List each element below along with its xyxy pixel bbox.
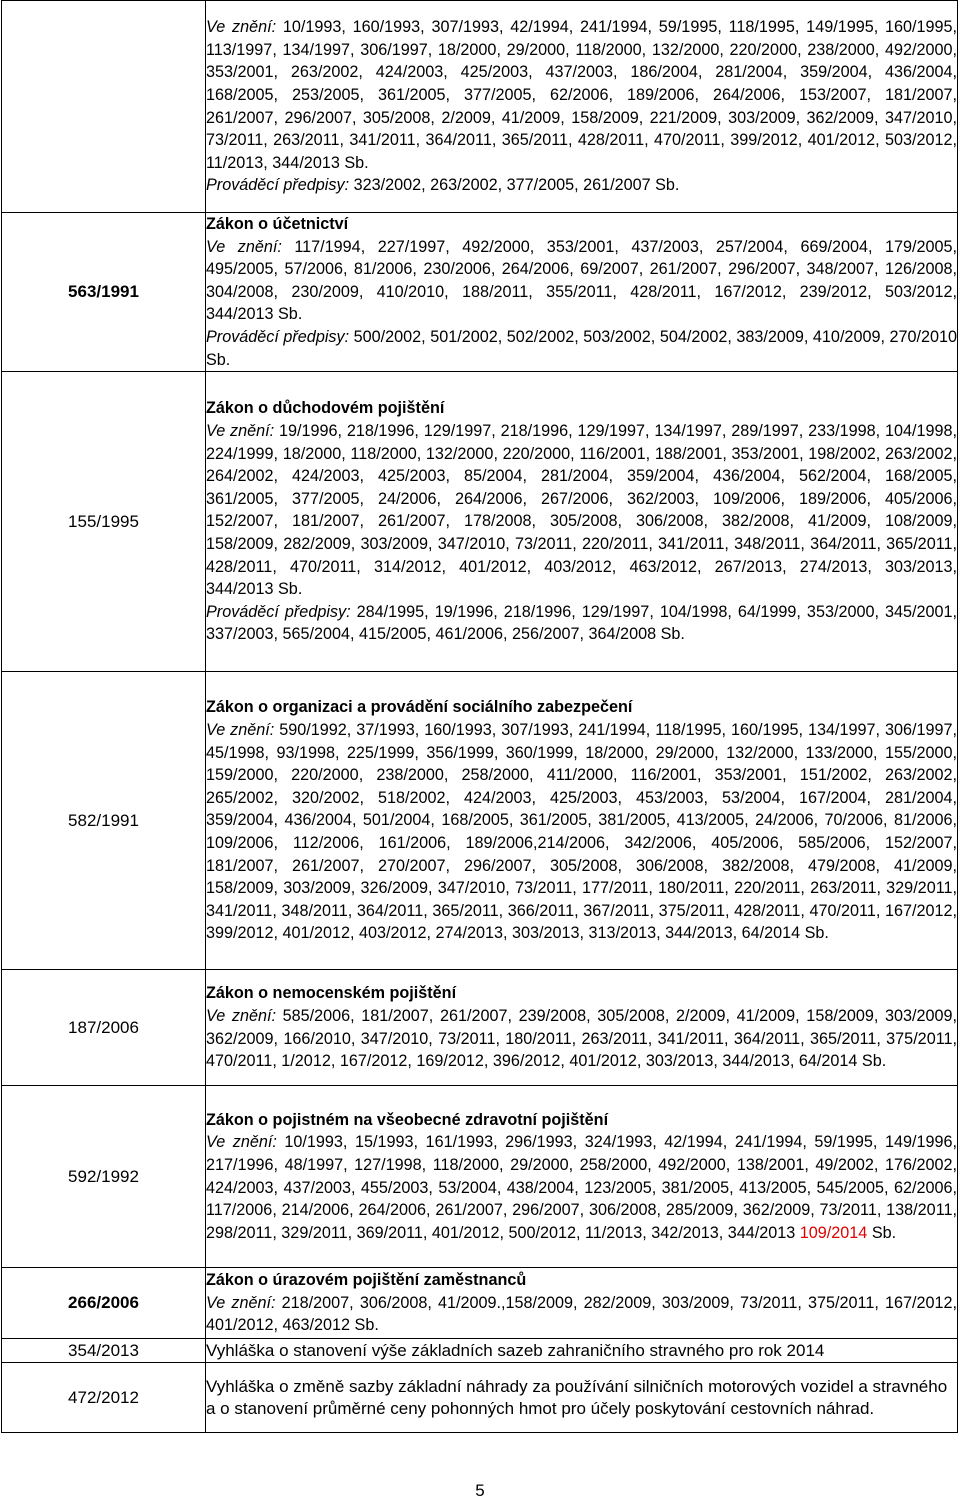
implementing-regulations-list: 500/2002, 501/2002, 502/2002, 503/2002, 504/2002, 383/2009, 410/2009, 270/2010 Sb. xyxy=(206,327,957,369)
amendments-paragraph xyxy=(206,1292,957,1337)
implementing-regulations-list: 284/1995, 19/1996, 218/1996, 129/1997, 104/1998, 64/1999, 353/2000, 345/2001, 337/2003, 565/2004, 415/2005, 461/2006, 256/2007, 364/2008 Sb. xyxy=(206,602,957,644)
implementing-regulations-label: Prováděcí předpisy: xyxy=(206,602,351,621)
implementing-regulations-paragraph xyxy=(206,601,957,646)
law-title: Zákon o organizaci a provádění sociálního zabezpečení xyxy=(206,698,633,717)
law-title: Zákon o nemocenském pojištění xyxy=(206,984,457,1003)
amendments-list: 19/1996, 218/1996, 129/1997, 218/1996, 129/1997, 134/1997, 289/1997, 233/1998, 104/1998, 224/1999, 18/2000, 118/2000, 132/2000, 220/2000, 116/2001, 188/2001, 353/2001, 198/2002, 263/2002, 264/2002, 424/2003, 425/2003, 85/2004, 281/2004, 359/2004, 436/2004, 562/2004, 168/2005, 361/2005, 377/2005, 24/2006, 264/2006, 267/2006, 362/2003, 109/2006, 189/2006, 405/2006, 152/2007, 181/2007, 261/2007, 178/2008, 305/2008, 306/2008, 382/2008, 41/2009, 108/2009, 158/2009, 282/2009, 303/2009, 347/2010, 73/2011, 220/2011, 341/2011, 348/2011, 364/2011, 365/2011, 428/2011, 470/2011, 314/2012, 401/2012, 403/2012, 463/2012, 267/2013, 274/2013, 303/2013, 344/2013 Sb. xyxy=(206,421,957,599)
legislation-table xyxy=(1,0,958,1433)
law-number: 266/2006 xyxy=(2,1268,206,1339)
law-details xyxy=(206,1268,958,1339)
amendments-paragraph xyxy=(206,1005,957,1073)
law-details xyxy=(206,672,958,970)
table-row xyxy=(2,1,958,213)
table-row xyxy=(2,372,958,672)
amendments-label: Ve znění: xyxy=(206,1293,276,1312)
law-title: Zákon o úrazovém pojištění zaměstnanců xyxy=(206,1271,527,1290)
law-number: 354/2013 xyxy=(2,1339,206,1363)
page-number: 5 xyxy=(475,1481,485,1500)
table-row xyxy=(2,1268,958,1339)
implementing-regulations-paragraph xyxy=(206,326,957,371)
amendments-list: 10/1993, 160/1993, 307/1993, 42/1994, 241/1994, 59/1995, 118/1995, 149/1995, 160/1995, 113/1997, 134/1997, 306/1997, 18/2000, 29/2000, 118/2000, 132/2000, 220/2000, 238/2000, 492/2000, 353/2001, 263/2002, 424/2003, 425/2003, 437/2003, 186/2004, 281/2004, 359/2004, 436/2004, 168/2005, 253/2005, 361/2005, 377/2005, 62/2006, 189/2006, 264/2006, 153/2007, 181/2007, 261/2007, 296/2007, 305/2008, 2/2009, 41/2009, 158/2009, 221/2009, 303/2009, 362/2009, 347/2010, 73/2011, 263/2011, 341/2011, 364/2011, 365/2011, 428/2011, 470/2011, 399/2012, 401/2012, 503/2012, 11/2013, 344/2013 Sb. xyxy=(206,18,957,172)
law-number: 582/1991 xyxy=(2,672,206,970)
amendments-label: Ve znění: xyxy=(206,421,275,440)
law-number: 563/1991 xyxy=(2,213,206,372)
law-number xyxy=(2,1,206,213)
regulation-title: Vyhláška o změně sazby základní náhrady za používání silničních motorových vozidel a stravného a o stanovení průměrné ceny pohonných hmot pro účely poskytování cestovních náhrad. xyxy=(206,1363,958,1433)
implementing-regulations-label: Prováděcí předpisy: xyxy=(206,176,350,195)
amendments-list: 590/1992, 37/1993, 160/1993, 307/1993, 241/1994, 118/1995, 160/1995, 134/1997, 306/1997, 45/1998, 93/1998, 225/1999, 356/1999, 360/1999, 18/2000, 29/2000, 132/2000, 133/2000, 155/2000, 159/2000, 220/2000, 238/2000, 258/2000, 411/2000, 116/2001, 353/2001, 151/2002, 263/2002, 265/2002, 320/2002, 518/2002, 424/2003, 425/2003, 453/2003, 53/2004, 167/2004, 281/2004, 359/2004, 436/2004, 501/2004, 168/2005, 361/2005, 381/2005, 413/2005, 24/2006, 70/2006, 81/2006, 109/2006, 112/2006, 161/2006, 189/2006,214/2006, 342/2006, 405/2006, 585/2006, 152/2007, 181/2007, 261/2007, 270/2007, 296/2007, 305/2008, 306/2008, 382/2008, 479/2008, 41/2009, 158/2009, 303/2009, 326/2009, 347/2010, 73/2011, 177/2011, 180/2011, 220/2011, 263/2011, 329/2011, 341/2011, 348/2011, 364/2011, 365/2011, 366/2011, 367/2011, 375/2011, 428/2011, 470/2011, 167/2012, 399/2012, 401/2012, 403/2012, 274/2013, 303/2013, 313/2013, 344/2013, 64/2014 Sb. xyxy=(206,720,958,943)
amendments-tail: Sb. xyxy=(871,1223,897,1242)
amendments-paragraph xyxy=(206,16,957,174)
law-details xyxy=(206,970,958,1086)
law-number: 155/1995 xyxy=(2,372,206,672)
amendments-label: Ve znění: xyxy=(206,18,277,37)
table-row xyxy=(2,1363,958,1433)
table-row xyxy=(2,1086,958,1268)
amendments-paragraph xyxy=(206,236,957,326)
law-number: 592/1992 xyxy=(2,1086,206,1268)
table-row xyxy=(2,672,958,970)
amendments-highlighted: 109/2014 xyxy=(799,1223,868,1242)
amendments-list: 117/1994, 227/1997, 492/2000, 353/2001, 437/2003, 257/2004, 669/2004, 179/2005, 495/2005, 57/2006, 81/2006, 230/2006, 264/2006, 69/2007, 261/2007, 296/2007, 348/2007, 126/2008, 304/2008, 230/2009, 410/2010, 188/2011, 355/2011, 428/2011, 167/2012, 239/2012, 503/2012, 344/2013 Sb. xyxy=(206,237,958,324)
law-details xyxy=(206,372,958,672)
amendments-paragraph xyxy=(206,719,957,945)
table-row xyxy=(2,213,958,372)
implementing-regulations-label: Prováděcí předpisy: xyxy=(206,327,350,346)
law-number: 472/2012 xyxy=(2,1363,206,1433)
amendments-label: Ve znění: xyxy=(206,720,275,739)
amendments-label: Ve znění: xyxy=(206,1133,277,1152)
law-title: Zákon o důchodovém pojištění xyxy=(206,399,445,418)
amendments-list: 10/1993, 15/1993, 161/1993, 296/1993, 324/1993, 42/1994, 241/1994, 59/1995, 149/1996, 217/1996, 48/1997, 127/1998, 118/2000, 29/2000, 258/2000, 492/2000, 138/2001, 49/2002, 176/2002, 424/2003, 437/2003, 455/2003, 53/2004, 438/2004, 123/2005, 381/2005, 413/2005, 545/2005, 62/2006, 117/2006, 214/2006, 264/2006, 261/2007, 296/2007, 306/2008, 285/2009, 362/2009, 73/2011, 138/2011, 298/2011, 329/2011, 369/2011, 401/2012, 500/2012, 11/2013, 342/2013, 344/2013 xyxy=(206,1133,958,1242)
amendments-label: Ve znění: xyxy=(206,1007,276,1026)
amendments-paragraph xyxy=(206,420,957,601)
law-number: 187/2006 xyxy=(2,970,206,1086)
amendments-list: 218/2007, 306/2008, 41/2009.,158/2009, 282/2009, 303/2009, 73/2011, 375/2011, 167/2012, 401/2012, 463/2012 Sb. xyxy=(206,1293,958,1335)
amendments-paragraph xyxy=(206,1131,957,1244)
implementing-regulations-list: 323/2002, 263/2002, 377/2005, 261/2007 Sb. xyxy=(353,176,680,195)
amendments-label: Ve znění: xyxy=(206,237,282,256)
table-row xyxy=(2,1339,958,1363)
law-title: Zákon o účetnictví xyxy=(206,215,349,233)
implementing-regulations-paragraph xyxy=(206,174,957,197)
table-row xyxy=(2,970,958,1086)
law-details xyxy=(206,1086,958,1268)
amendments-list: 585/2006, 181/2007, 261/2007, 239/2008, 305/2008, 2/2009, 41/2009, 158/2009, 303/2009, 362/2009, 166/2010, 347/2010, 73/2011, 180/2011, 263/2011, 341/2011, 364/2011, 365/2011, 375/2011, 470/2011, 1/2012, 167/2012, 169/2012, 396/2012, 401/2012, 303/2013, 344/2013, 64/2014 Sb. xyxy=(206,1007,957,1071)
law-details xyxy=(206,213,958,372)
regulation-title: Vyhláška o stanovení výše základních sazeb zahraničního stravného pro rok 2014 xyxy=(206,1339,958,1363)
law-details xyxy=(206,1,958,213)
law-title: Zákon o pojistném na všeobecné zdravotní pojištění xyxy=(206,1110,609,1129)
